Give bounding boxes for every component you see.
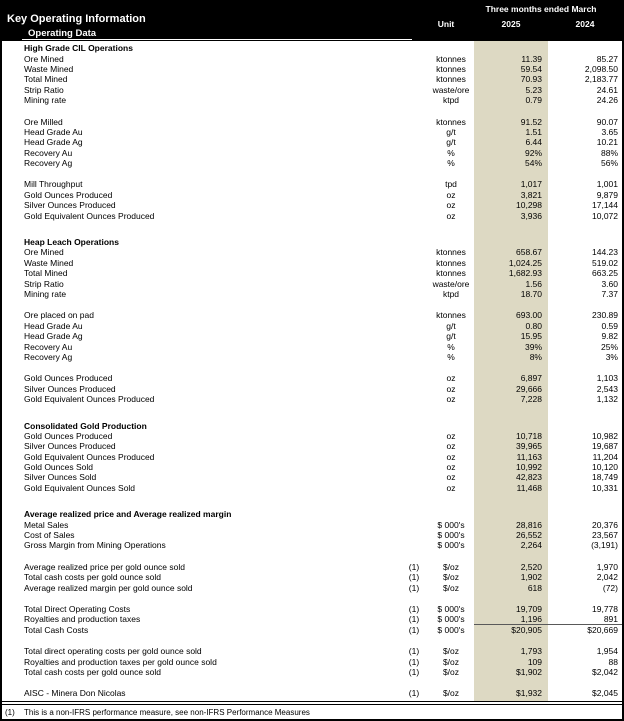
row-value-2025: 618	[527, 582, 542, 593]
table-row	[2, 667, 622, 677]
row-footnote-marker: (1)	[408, 582, 420, 593]
row-label: Royalties and production taxes	[24, 614, 141, 625]
table-row	[2, 158, 622, 168]
page-title: Key Operating Information	[7, 13, 146, 25]
table-row	[2, 127, 622, 137]
row-footnote-marker: (1)	[408, 603, 420, 614]
table-row	[2, 452, 622, 462]
row-value-2024: 88	[608, 656, 618, 667]
row-value-2024: 144.23	[592, 247, 618, 258]
row-value-2024: 519.02	[592, 257, 618, 268]
row-value-2025: 2,264	[520, 540, 542, 551]
row-value-2025: 8%	[529, 351, 542, 362]
row-value-2024: 3%	[605, 351, 618, 362]
row-value-2024: 2,543	[596, 383, 618, 394]
table-body	[2, 41, 622, 701]
row-label: Gold Equivalent Ounces Produced	[24, 394, 155, 405]
row-value-2025: $1,932	[516, 688, 542, 699]
row-unit: ktpd	[442, 95, 460, 106]
table-row	[2, 604, 622, 614]
row-label: Recovery Ag	[24, 158, 73, 169]
group-gap	[2, 299, 622, 310]
row-value-2025: 3,821	[520, 189, 542, 200]
row-label: Ore Milled	[24, 116, 63, 127]
row-value-2024: 90.07	[596, 116, 618, 127]
group-gap	[2, 635, 622, 646]
row-value-2025: 42,823	[516, 472, 542, 483]
row-unit: g/t	[446, 320, 456, 331]
row-label: Silver Ounces Sold	[24, 472, 97, 483]
row-unit: ktonnes	[436, 257, 466, 268]
row-value-2025: 91.52	[520, 116, 542, 127]
row-value-2024: 1,970	[596, 561, 618, 572]
table-row	[2, 137, 622, 147]
section-header-row	[2, 237, 622, 247]
row-footnote-marker: (1)	[408, 646, 420, 657]
row-value-2025: 1,196	[520, 614, 542, 625]
row-value-2025: 6.44	[525, 137, 542, 148]
row-value-2025: 11,468	[516, 482, 542, 493]
table-row	[2, 95, 622, 105]
table-row	[2, 646, 622, 656]
row-unit: %	[447, 147, 455, 158]
row-unit: g/t	[446, 137, 456, 148]
row-value-2025: 1.56	[525, 278, 542, 289]
row-footnote-marker: (1)	[408, 614, 420, 625]
row-value-2024: 1,001	[596, 179, 618, 190]
row-value-2025: 10,992	[516, 462, 542, 473]
section-gap	[2, 404, 622, 420]
row-value-2025: 15.95	[520, 331, 542, 342]
row-footnote-marker: (1)	[408, 656, 420, 667]
table-body-rows	[2, 43, 622, 699]
table-row	[2, 688, 622, 698]
row-value-2025: 54%	[524, 158, 542, 169]
row-unit: g/t	[446, 126, 456, 137]
table-row	[2, 582, 622, 592]
row-label: Gold Ounces Produced	[24, 373, 113, 384]
row-label: Cost of Sales	[24, 530, 75, 541]
table-row	[2, 268, 622, 278]
table-row	[2, 562, 622, 572]
section-title: Average realized price and Average realized margin	[24, 509, 232, 520]
row-unit: $/oz	[442, 582, 460, 593]
row-value-2024: 10,072	[592, 210, 618, 221]
row-label: Royalties and production taxes per gold ounce sold	[24, 656, 217, 667]
row-value-2025: 39,965	[516, 441, 542, 452]
row-label: Total cash costs per gold ounce sold	[24, 666, 162, 677]
row-unit: oz	[446, 441, 456, 452]
table-row	[2, 431, 622, 441]
row-label: Gold Ounces Produced	[24, 189, 113, 200]
row-unit: oz	[446, 482, 456, 493]
table-row	[2, 352, 622, 362]
row-value-2025: 2,520	[520, 561, 542, 572]
table-row	[2, 210, 622, 220]
row-label: Gold Equivalent Ounces Sold	[24, 482, 136, 493]
row-value-2024: 20,376	[592, 519, 618, 530]
row-unit: %	[447, 158, 455, 169]
row-value-2025: 92%	[524, 147, 542, 158]
row-label: Recovery Au	[24, 341, 73, 352]
row-value-2024: 24.26	[596, 95, 618, 106]
table-row	[2, 384, 622, 394]
row-value-2025: 70.93	[520, 74, 542, 85]
row-value-2024: $2,042	[592, 666, 618, 677]
row-value-2025: 1,793	[520, 646, 542, 657]
row-label: Silver Ounces Produced	[24, 383, 116, 394]
row-label: Mining rate	[24, 289, 67, 299]
row-value-2024: 1,132	[596, 394, 618, 405]
row-value-2024: (3,191)	[591, 540, 618, 551]
row-value-2025: $1,902	[516, 666, 542, 677]
group-gap	[2, 362, 622, 373]
row-label: AISC - Minera Don Nicolas	[24, 688, 126, 699]
row-value-2024: 3.60	[601, 278, 618, 289]
table-row	[2, 519, 622, 529]
table-row	[2, 116, 622, 126]
row-unit: $ 000's	[437, 603, 465, 614]
row-unit: oz	[446, 383, 456, 394]
row-label: Head Grade Ag	[24, 331, 83, 342]
section-header-row	[2, 43, 622, 53]
row-unit: ktonnes	[436, 53, 466, 64]
row-unit: ktonnes	[436, 116, 466, 127]
row-footnote-marker: (1)	[408, 688, 420, 699]
table-row	[2, 540, 622, 550]
row-unit: oz	[446, 394, 456, 405]
row-unit: ktpd	[442, 289, 460, 299]
footnote-bar	[2, 701, 622, 719]
row-value-2025: 28,816	[516, 519, 542, 530]
row-label: Metal Sales	[24, 519, 69, 530]
row-unit: oz	[446, 200, 456, 211]
row-unit: oz	[446, 430, 456, 441]
row-label: Head Grade Au	[24, 126, 83, 137]
row-unit: oz	[446, 462, 456, 473]
row-label: Total Direct Operating Costs	[24, 603, 131, 614]
table-row	[2, 278, 622, 288]
row-value-2024: 230.89	[592, 310, 618, 321]
row-unit: $/oz	[442, 688, 460, 699]
row-label: Total direct operating costs per gold ounce sold	[24, 646, 202, 657]
row-unit: g/t	[446, 331, 456, 342]
row-value-2025: 10,718	[516, 430, 542, 441]
table-row	[2, 625, 622, 635]
row-unit: ktonnes	[436, 310, 466, 321]
row-unit: tpd	[445, 179, 457, 190]
row-label: Waste Mined	[24, 257, 74, 268]
row-unit: oz	[446, 451, 456, 462]
row-value-2025: 3,936	[520, 210, 542, 221]
period-column-header: Three months ended March	[485, 4, 597, 14]
row-value-2024: 10,331	[592, 482, 618, 493]
table-row	[2, 179, 622, 189]
row-unit: ktonnes	[436, 63, 466, 74]
row-unit: $/oz	[442, 666, 460, 677]
table-row	[2, 53, 622, 63]
row-value-2024: 25%	[600, 341, 618, 352]
row-label: Gold Ounces Sold	[24, 462, 93, 473]
row-label: Silver Ounces Produced	[24, 441, 116, 452]
table-row	[2, 472, 622, 482]
row-value-2024: 663.25	[592, 268, 618, 279]
row-unit: oz	[446, 189, 456, 200]
table-row	[2, 614, 622, 624]
row-value-2024: 88%	[600, 147, 618, 158]
row-value-2025: 0.79	[525, 95, 542, 106]
row-value-2024: 3.65	[601, 126, 618, 137]
row-unit: $ 000's	[437, 540, 465, 551]
row-value-2024: 9,879	[596, 189, 618, 200]
table-row	[2, 530, 622, 540]
row-value-2025: 6,897	[520, 373, 542, 384]
row-value-2024: 18,749	[592, 472, 618, 483]
row-value-2025: 658.67	[516, 247, 542, 258]
row-label: Ore Mined	[24, 247, 64, 258]
table-row	[2, 247, 622, 257]
table-row	[2, 656, 622, 666]
row-unit: $ 000's	[437, 624, 465, 635]
section-header-row	[2, 420, 622, 430]
row-unit: oz	[446, 472, 456, 483]
row-label: Total Mined	[24, 74, 68, 85]
row-value-2025: 29,666	[516, 383, 542, 394]
row-value-2024: 19,778	[592, 603, 618, 614]
row-footnote-marker: (1)	[408, 666, 420, 677]
row-label: Ore placed on pad	[24, 310, 94, 321]
row-value-2025: 26,552	[516, 530, 542, 541]
row-unit: %	[447, 351, 455, 362]
table-row	[2, 394, 622, 404]
row-label: Recovery Ag	[24, 351, 73, 362]
group-gap	[2, 168, 622, 179]
row-value-2025: $20,905	[474, 624, 548, 635]
page-subtitle: Operating Data	[28, 28, 97, 39]
row-value-2025: 5.23	[525, 84, 542, 95]
row-value-2025: 1,682.93	[508, 268, 542, 279]
row-value-2024: 10.21	[596, 137, 618, 148]
row-value-2025: 18.70	[520, 289, 542, 299]
row-value-2024: 23,567	[592, 530, 618, 541]
table-row	[2, 258, 622, 268]
row-unit: waste/ore	[432, 84, 470, 95]
row-unit: ktonnes	[436, 268, 466, 279]
row-value-2025: 1,017	[520, 179, 542, 190]
row-value-2025: 693.00	[516, 310, 542, 321]
group-gap	[2, 105, 622, 116]
row-unit: ktonnes	[436, 74, 466, 85]
group-gap	[2, 551, 622, 562]
row-unit: ktonnes	[436, 247, 466, 258]
row-label: Total Cash Costs	[24, 624, 89, 635]
row-value-2024: 10,982	[592, 430, 618, 441]
row-unit: $/oz	[442, 572, 460, 583]
row-value-2024: $2,045	[592, 688, 618, 699]
row-label: Gold Ounces Produced	[24, 430, 113, 441]
row-label: Average realized price per gold ounce sold	[24, 561, 185, 572]
row-value-2024: 7.37	[601, 289, 618, 299]
row-value-2025: 11.39	[521, 53, 542, 64]
row-label: Strip Ratio	[24, 84, 64, 95]
table-row	[2, 310, 622, 320]
table-row	[2, 148, 622, 158]
row-label: Total cash costs per gold ounce sold	[24, 572, 162, 583]
row-footnote-marker: (1)	[408, 572, 420, 583]
row-label: Head Grade Au	[24, 320, 83, 331]
row-value-2024: 17,144	[592, 200, 618, 211]
row-label: Mill Throughput	[24, 179, 83, 190]
year-2025-column-header: 2025	[501, 19, 521, 29]
row-unit: $ 000's	[437, 530, 465, 541]
row-value-2024: 1,103	[596, 373, 618, 384]
row-unit: $/oz	[442, 646, 460, 657]
section-title: High Grade CIL Operations	[24, 43, 133, 54]
row-footnote-marker: (1)	[408, 624, 420, 635]
row-unit: %	[447, 341, 455, 352]
row-label: Average realized margin per gold ounce sold	[24, 582, 193, 593]
table-row	[2, 483, 622, 493]
row-label: Gold Equivalent Ounces Produced	[24, 210, 155, 221]
row-label: Waste Mined	[24, 63, 74, 74]
row-value-2024: (72)	[602, 582, 618, 593]
section-title: Heap Leach Operations	[24, 237, 119, 248]
table-header	[2, 2, 622, 41]
row-value-2024: 2,183.77	[584, 74, 618, 85]
row-unit: $/oz	[442, 561, 460, 572]
row-value-2025: 109	[527, 656, 542, 667]
table-row	[2, 64, 622, 74]
row-label: Ore Mined	[24, 53, 64, 64]
row-label: Gross Margin from Mining Operations	[24, 540, 166, 551]
row-value-2025: 59.54	[520, 63, 542, 74]
section-title: Consolidated Gold Production	[24, 420, 147, 431]
row-value-2025: 1.51	[525, 126, 542, 137]
row-value-2024: 9.82	[601, 331, 618, 342]
row-value-2024: 2,042	[596, 572, 618, 583]
row-unit: $/oz	[442, 656, 460, 667]
table-row	[2, 74, 622, 84]
row-label: Recovery Au	[24, 147, 73, 158]
table-row	[2, 572, 622, 582]
row-value-2024: 891	[603, 614, 618, 625]
row-value-2024: 10,120	[592, 462, 618, 473]
table-row	[2, 289, 622, 299]
row-value-2024: 56%	[600, 158, 618, 169]
row-value-2025: 0.80	[525, 320, 542, 331]
row-value-2025: 1,902	[520, 572, 542, 583]
row-value-2025: 19,709	[516, 603, 542, 614]
table-row	[2, 190, 622, 200]
row-value-2025: 7,228	[520, 394, 542, 405]
row-value-2025: 11,163	[516, 451, 542, 462]
table-row	[2, 441, 622, 451]
footnote-text: This is a non-IFRS performance measure, see non-IFRS Performance Measures	[24, 707, 310, 717]
table-row	[2, 321, 622, 331]
row-value-2024: 85.27	[596, 53, 618, 64]
table-row	[2, 85, 622, 95]
year-2024-column-header: 2024	[575, 19, 595, 29]
row-value-2024: 2,098.50	[584, 63, 618, 74]
row-label: Gold Equivalent Ounces Produced	[24, 451, 155, 462]
row-unit: oz	[446, 373, 456, 384]
row-unit: oz	[446, 210, 456, 221]
row-unit: waste/ore	[432, 278, 470, 289]
row-footnote-marker: (1)	[408, 561, 420, 572]
row-label: Strip Ratio	[24, 278, 64, 289]
footnote-marker: (1)	[5, 707, 15, 717]
row-value-2024: $20,669	[548, 624, 622, 635]
row-value-2025: 39%	[524, 341, 542, 352]
row-value-2024: 19,687	[592, 441, 618, 452]
row-value-2024: 11,204	[592, 451, 618, 462]
group-gap	[2, 593, 622, 604]
row-unit: $ 000's	[437, 614, 465, 625]
table-row	[2, 200, 622, 210]
table-row	[2, 462, 622, 472]
row-value-2024: 0.59	[601, 320, 618, 331]
table-row	[2, 373, 622, 383]
table-row	[2, 331, 622, 341]
row-value-2025: 1,024.25	[508, 257, 542, 268]
row-label: Silver Ounces Produced	[24, 200, 116, 211]
row-value-2024: 1,954	[596, 646, 618, 657]
group-gap	[2, 677, 622, 688]
row-value-2024: 24.61	[596, 84, 618, 95]
section-gap	[2, 493, 622, 509]
subtitle-underline	[22, 39, 412, 40]
row-label: Head Grade Ag	[24, 137, 83, 148]
row-value-2025: 10,298	[516, 200, 542, 211]
unit-column-header: Unit	[437, 19, 455, 29]
row-label: Total Mined	[24, 268, 68, 279]
row-label: Mining rate	[24, 95, 67, 106]
section-header-row	[2, 509, 622, 519]
section-gap	[2, 221, 622, 237]
row-unit: $ 000's	[437, 519, 465, 530]
table-row	[2, 341, 622, 351]
